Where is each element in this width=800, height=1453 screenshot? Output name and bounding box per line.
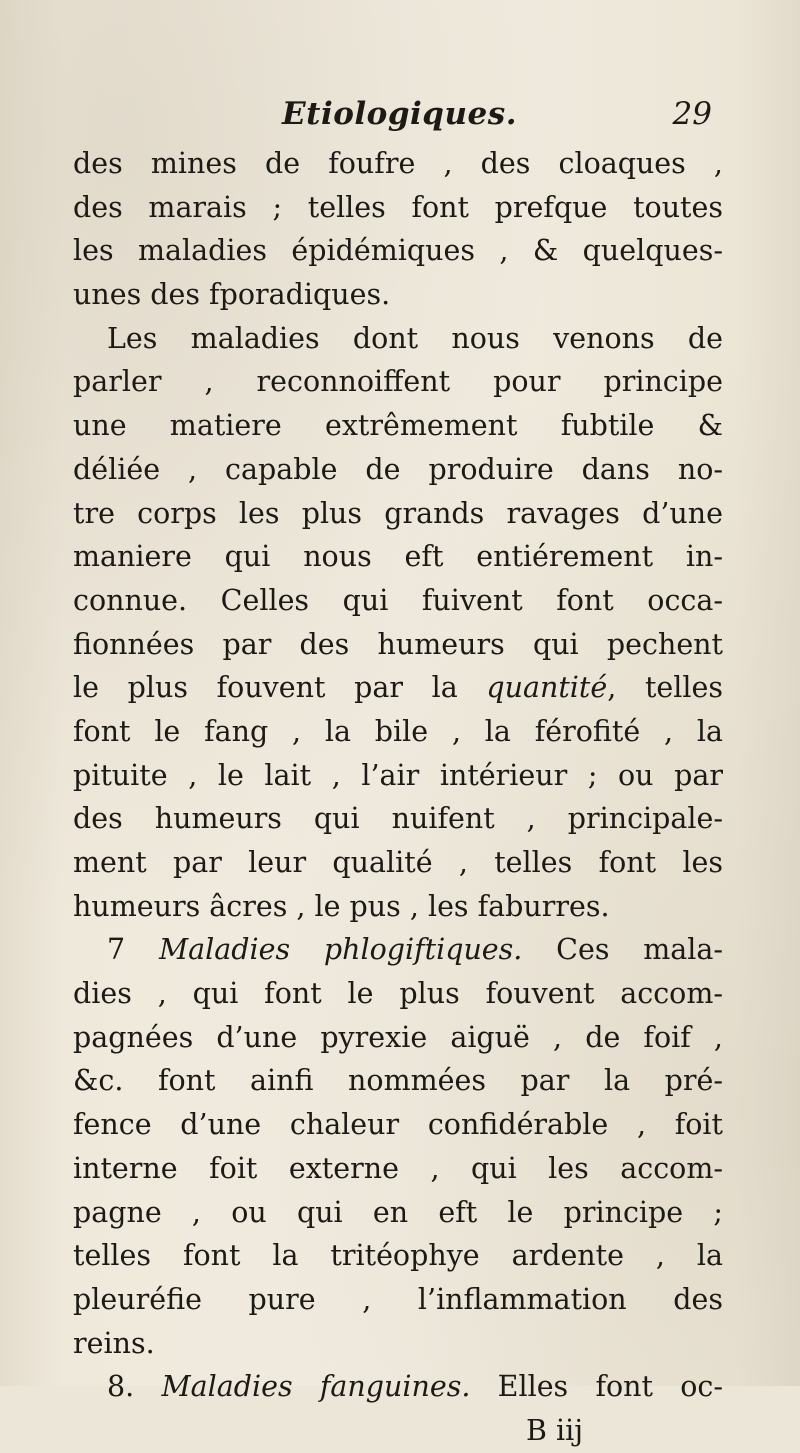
text-line: pagne , ou qui en eft le principe ; [73, 1195, 723, 1229]
text-line: fence d’une chaleur confidérable , foit [73, 1108, 723, 1142]
text-fragment: Ces mala- [556, 933, 723, 967]
text-line: les maladies épidémiques , & quelques- [73, 234, 723, 268]
text-line: des marais ; telles font prefque toutes [73, 190, 723, 224]
text-line: fionnées par des humeurs qui pechent [73, 627, 723, 661]
text-line: parler , reconnoiffent pour principe [73, 365, 723, 399]
text-line: pleuréfie pure , l’inflammation des [73, 1282, 723, 1316]
text-fragment: , telles [607, 671, 723, 705]
text-line [73, 928, 723, 972]
page-header [282, 96, 712, 136]
text-line [73, 1365, 723, 1409]
text-line: humeurs âcres , le pus , les faburres. [73, 889, 610, 923]
body-text [73, 142, 723, 1453]
text-line: ment par leur qualité , telles font les [73, 846, 723, 879]
text-fragment: le plus fouvent par la [73, 671, 458, 705]
text-line: des humeurs qui nuifent , principale- [73, 802, 723, 836]
running-title: Etiologiques. [282, 96, 517, 132]
section-heading: Maladies phlogiftiques. [158, 933, 523, 967]
text-line: déliée , capable de produire dans no- [73, 452, 723, 486]
section-number: 8. [107, 1370, 135, 1404]
italic-term: quantité [486, 671, 608, 705]
signature-mark: B iij [526, 1413, 584, 1447]
section-heading: Maladies fanguines. [161, 1370, 471, 1404]
text-line: pagnées d’une pyrexie aiguë , de foif , [73, 1020, 723, 1054]
text-line: telles font la tritéophye ardente , la [73, 1239, 723, 1273]
text-line: pituite , le lait , l’air intérieur ; ou par [73, 758, 723, 792]
text-line: maniere qui nous eft entiérement in- [73, 540, 723, 574]
text-line [73, 666, 723, 710]
text-line: reins. [73, 1326, 155, 1360]
text-line: des mines de foufre , des cloaques , [73, 147, 723, 180]
text-line: connue. Celles qui fuivent font occa- [73, 583, 723, 617]
text-line: tre corps les plus grands ravages d’une [73, 496, 723, 530]
text-line: unes des fporadiques. [73, 278, 391, 312]
section-number: 7 [107, 933, 126, 967]
text-line: interne foit externe , qui les accom- [73, 1151, 723, 1185]
text-line: dies , qui font le plus fouvent accom- [73, 977, 723, 1011]
text-fragment: Elles font oc- [497, 1370, 723, 1404]
page-number: 29 [672, 96, 712, 132]
text-line: une matiere extrêmement fubtile & [73, 409, 723, 443]
text-line: Les maladies dont nous venons de [107, 321, 723, 355]
text-line: &c. font ainfi nommées par la pré- [73, 1064, 723, 1098]
text-line: font le fang , la bile , la férofité , la [73, 714, 723, 748]
